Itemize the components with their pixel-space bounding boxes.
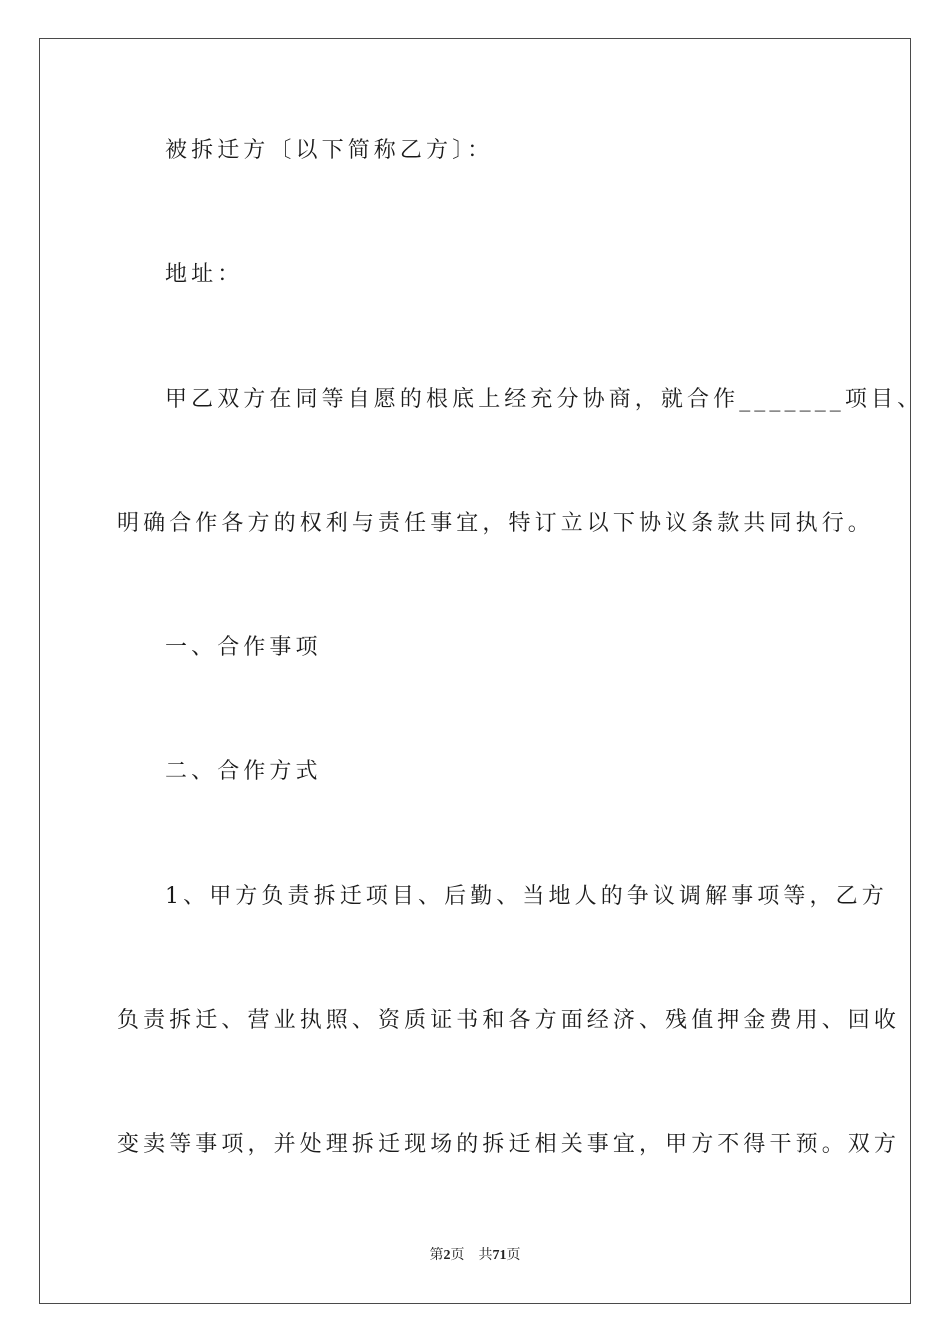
section-heading-cooperation-matters: 一、合作事项 [165,635,322,660]
footer-total-prefix: 共 [478,1248,493,1263]
footer-page-prefix: 第 [429,1248,444,1263]
footer-page-suffix: 页 [450,1248,465,1263]
text-line-clause-1-cont: 负责拆迁、营业执照、资质证书和各方面经济、残值押金费用、回收 [117,1008,901,1033]
text-line-agreement-intro-cont: 明确合作各方的权利与责任事宜，特订立以下协议条款共同执行。 [117,511,874,536]
text-line-address: 地址： [165,262,244,287]
text-line-clause-1: 1、甲方负责拆迁项目、后勤、当地人的争议调解事项等，乙方 [165,884,888,909]
text-line-clause-1-cont-2: 变卖等事项，并处理拆迁现场的拆迁相关事宜，甲方不得干预。双方 [117,1132,901,1157]
section-heading-cooperation-method: 二、合作方式 [165,759,322,784]
footer-total-suffix: 页 [506,1248,521,1263]
text-line-agreement-intro: 甲乙双方在同等自愿的根底上经充分协商，就合作_______项目、 [165,387,924,412]
page-footer [0,1247,950,1265]
text-line-demolished-party: 被拆迁方〔以下简称乙方〕： [165,138,494,163]
page-border [39,38,911,1304]
footer-page-number: 2 [443,1248,451,1263]
footer-total-number: 71 [492,1248,507,1263]
